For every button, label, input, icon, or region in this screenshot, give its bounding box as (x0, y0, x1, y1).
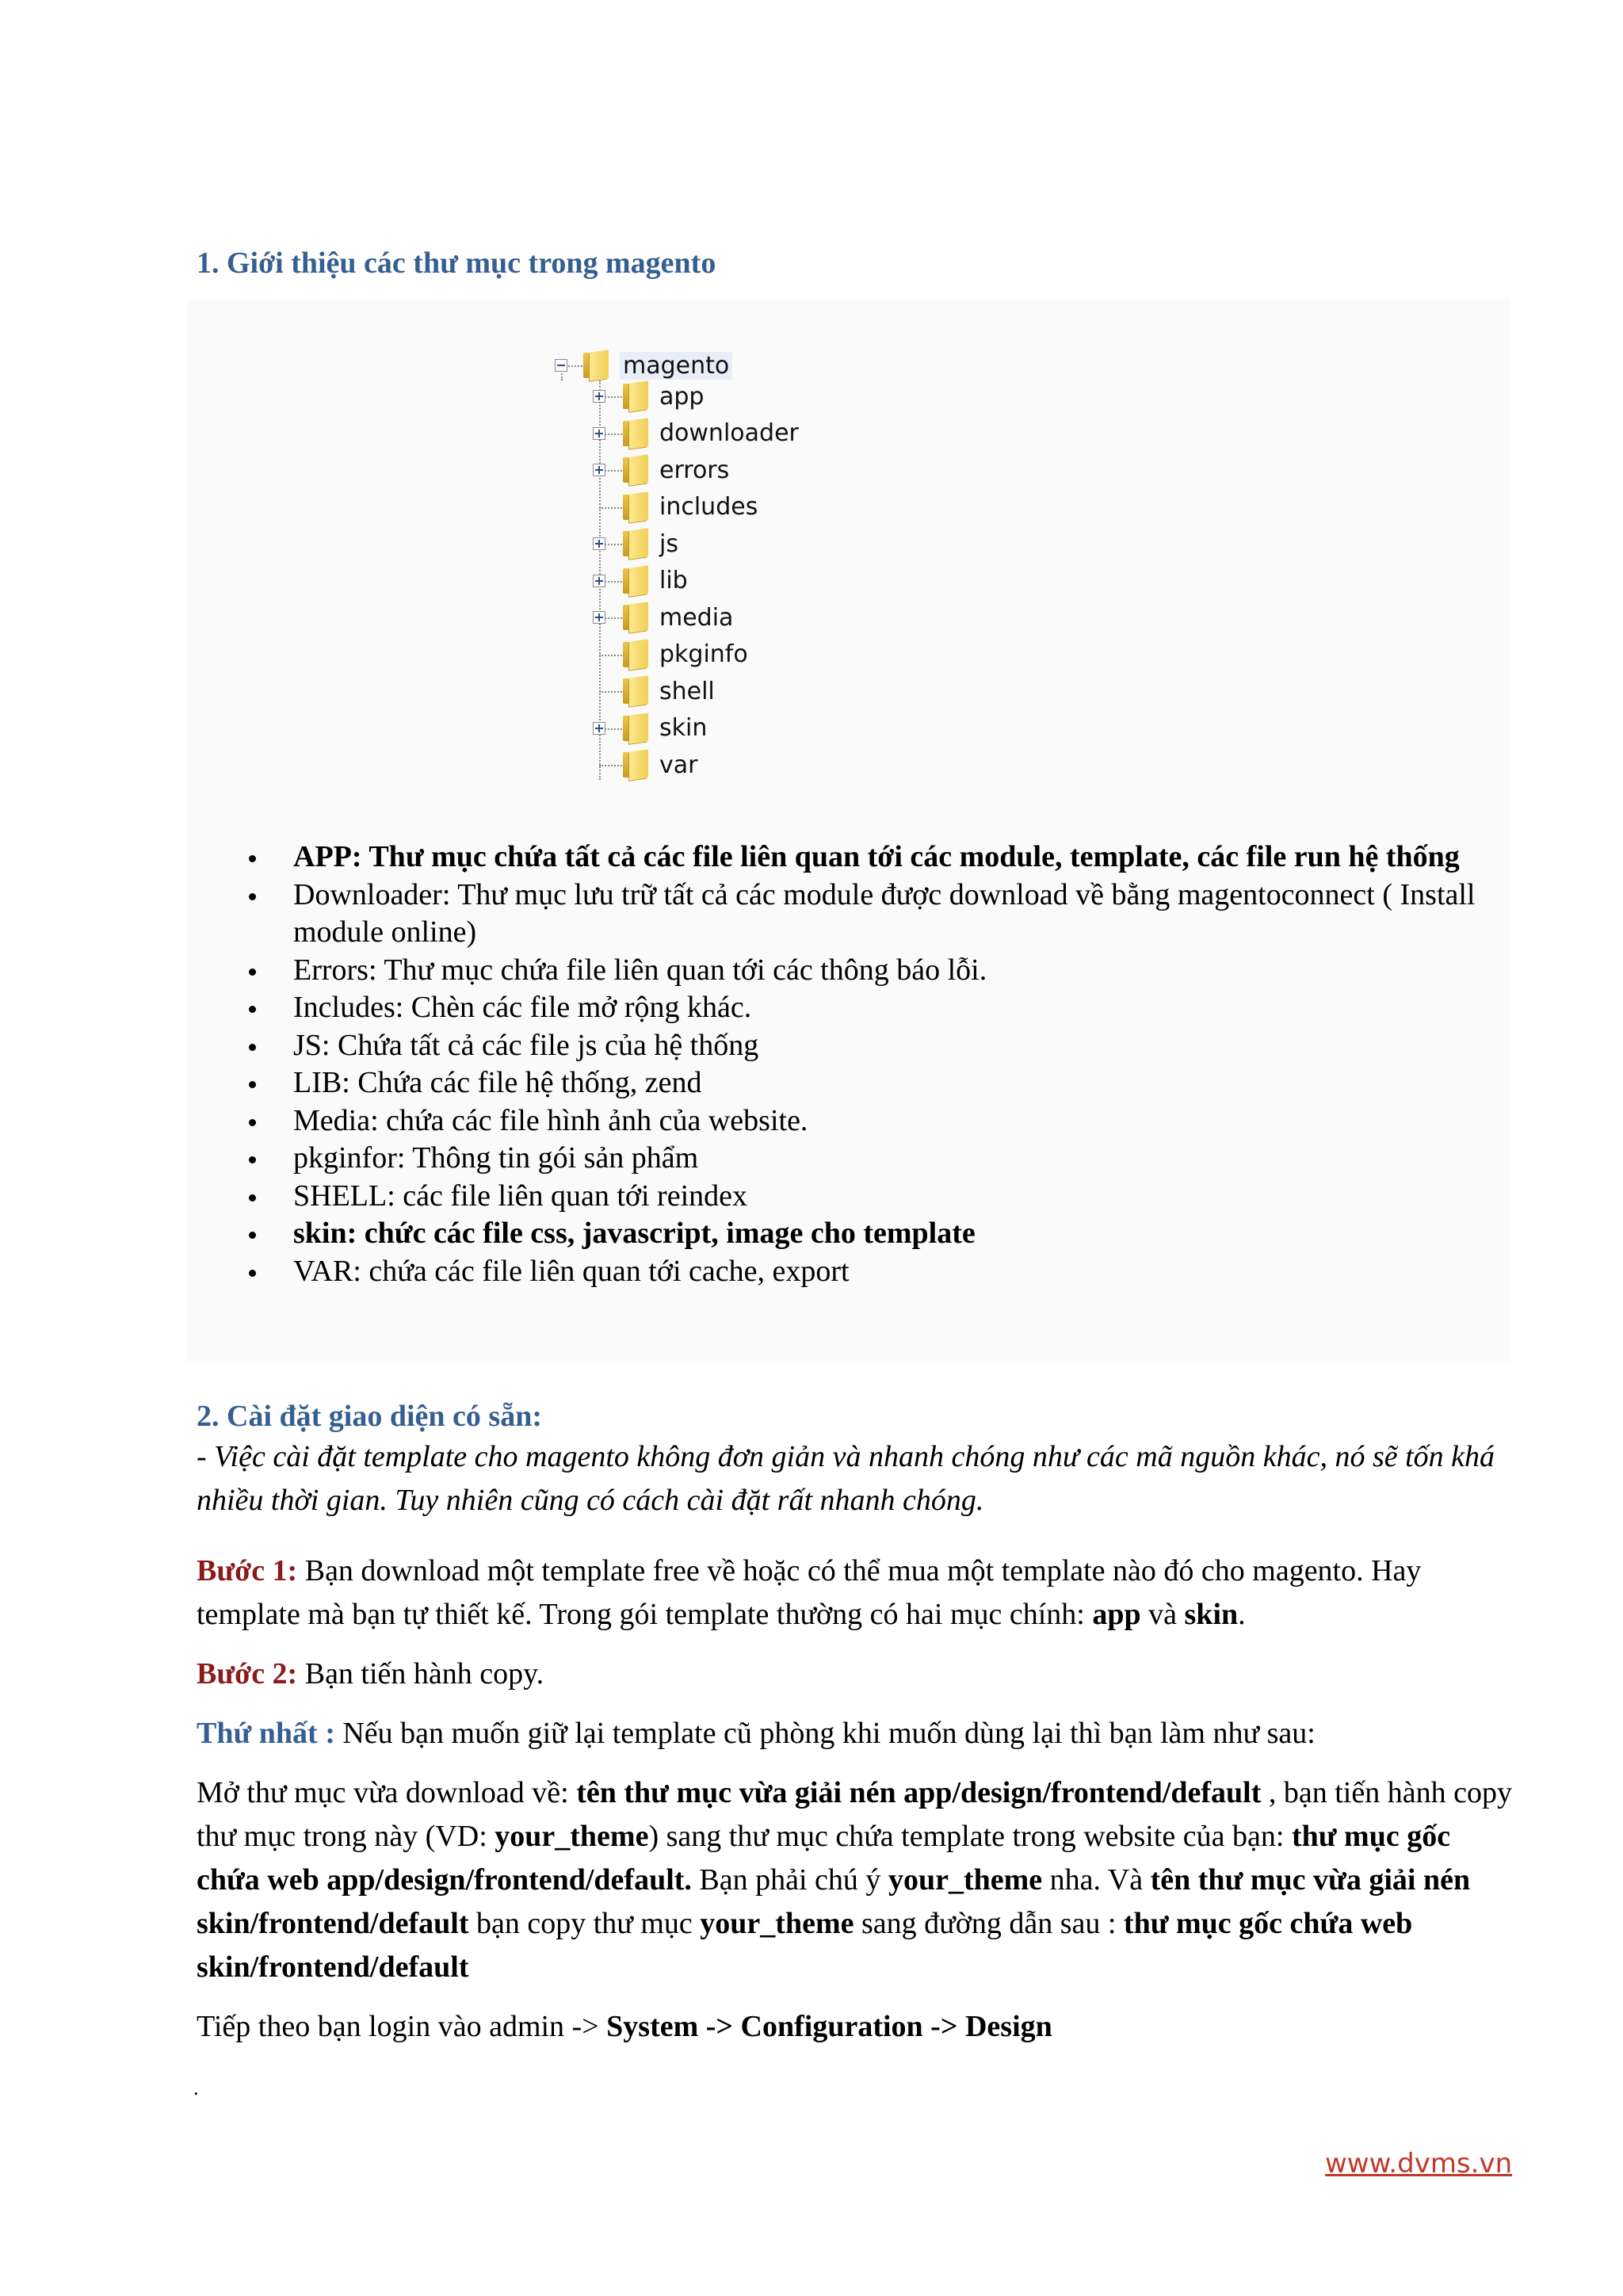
expand-icon[interactable] (593, 537, 605, 550)
list-item: Downloader: Thư mục lưu trữ tất cả các module được download về bằng magentoconnect ( Install module online) (293, 877, 1553, 952)
folder-icon (623, 714, 648, 743)
expand-icon[interactable] (593, 464, 605, 476)
tree-item-includes[interactable]: includes (623, 491, 758, 523)
folder-icon (623, 493, 648, 521)
folder-icon (623, 640, 648, 669)
step-2-label: Bước 2: (197, 1657, 298, 1690)
tree-connector (599, 507, 624, 509)
tree-connector (599, 765, 624, 766)
folder-tree (547, 349, 864, 808)
folder-icon (623, 603, 648, 632)
expand-icon[interactable] (593, 427, 605, 440)
expand-icon[interactable] (593, 390, 605, 403)
list-item: skin: chức các file css, javascript, image cho template (293, 1215, 1553, 1253)
tree-item-skin[interactable]: skin (623, 712, 707, 744)
tree-item-lib[interactable]: lib (623, 565, 688, 597)
section-1-heading: 1. Giới thiệu các thư mục trong magento (197, 246, 716, 280)
tree-item-downloader[interactable]: downloader (623, 418, 799, 449)
tree-item-shell[interactable]: shell (623, 675, 715, 707)
step-1-paragraph: Bước 1: Bạn download một template free về hoặc có thể mua một template nào đó cho magento. Hay template mà bạn tự thiết kế. Trong gói template thường có hai mục chính: app và skin. (197, 1554, 1422, 1631)
expand-icon[interactable] (593, 575, 605, 587)
list-item: Includes: Chèn các file mở rộng khác. (293, 989, 1553, 1027)
tree-item-var[interactable]: var (623, 749, 697, 781)
list-item: SHELL: các file liên quan tới reindex (293, 1178, 1553, 1216)
folder-description-list (238, 839, 1553, 1290)
tree-item-pkginfo[interactable]: pkginfo (623, 639, 748, 670)
folder-icon (623, 751, 648, 779)
tree-connector (599, 691, 624, 693)
tree-item-js[interactable]: js (623, 528, 678, 560)
folder-icon (623, 529, 648, 558)
tree-root-magento[interactable]: magento (583, 350, 732, 381)
first-option-label: Thứ nhất : (197, 1717, 335, 1750)
tree-item-media[interactable]: media (623, 602, 733, 633)
list-item: APP: Thư mục chứa tất cả các file liên quan tới các module, template, các file run hệ thống (293, 839, 1553, 877)
section-2-heading: 2. Cài đặt giao diện có sẵn: (197, 1400, 542, 1433)
folder-icon (623, 382, 648, 411)
expand-icon[interactable] (593, 611, 605, 624)
folder-icon (623, 419, 648, 448)
expand-icon[interactable] (593, 722, 605, 735)
collapse-icon[interactable] (555, 359, 567, 372)
list-item: pkginfor: Thông tin gói sản phẩm (293, 1140, 1553, 1178)
list-item: LIB: Chứa các file hệ thống, zend (293, 1064, 1553, 1102)
tree-connector (599, 655, 624, 656)
footer-link[interactable]: www.dvms.vn (1325, 2148, 1513, 2179)
stray-dot: . (193, 2076, 199, 2099)
step-2-paragraph: Bước 2: Bạn tiến hành copy. (197, 1657, 544, 1690)
list-item: JS: Chứa tất cả các file js của hệ thống (293, 1027, 1553, 1065)
folder-icon (623, 567, 648, 595)
tree-item-errors[interactable]: errors (623, 454, 729, 486)
folder-icon (583, 351, 609, 380)
intro-paragraph: - Việc cài đặt template cho magento không đơn giản và nhanh chóng như các mã nguồn khác, nó sẽ tốn khá nhiều thời gian. Tuy nhiên cũng có cách cài đặt rất nhanh chóng. (197, 1440, 1495, 1517)
list-item: Media: chứa các file hình ảnh của website. (293, 1102, 1553, 1140)
list-item: VAR: chứa các file liên quan tới cache, export (293, 1253, 1553, 1291)
admin-login-paragraph: Tiếp theo bạn login vào admin -> System -> Configuration -> Design (197, 2010, 1052, 2043)
folder-icon (623, 456, 648, 484)
copy-instructions-paragraph: Mở thư mục vừa download về: tên thư mục vừa giải nén app/design/frontend/default , bạn tiến hành copy thư mục trong này (VD: your_theme) sang thư mục chứa template trong website của bạn: thư mục gốc chứa web app/design/frontend/default. Bạn phải chú ý your_theme nha. Và tên thư mục vừa giải nén skin/frontend/default bạn copy thư mục your_theme sang đường dẫn sau : thư mục gốc chứa web skin/frontend/default (197, 1776, 1512, 1984)
step-1-label: Bước 1: (197, 1554, 298, 1587)
list-item: Errors: Thư mục chứa file liên quan tới các thông báo lỗi. (293, 952, 1553, 990)
tree-item-app[interactable]: app (623, 380, 704, 412)
first-option-paragraph: Thứ nhất : Nếu bạn muốn giữ lại template cũ phòng khi muốn dùng lại thì bạn làm như sau: (197, 1717, 1316, 1750)
folder-icon (623, 677, 648, 705)
